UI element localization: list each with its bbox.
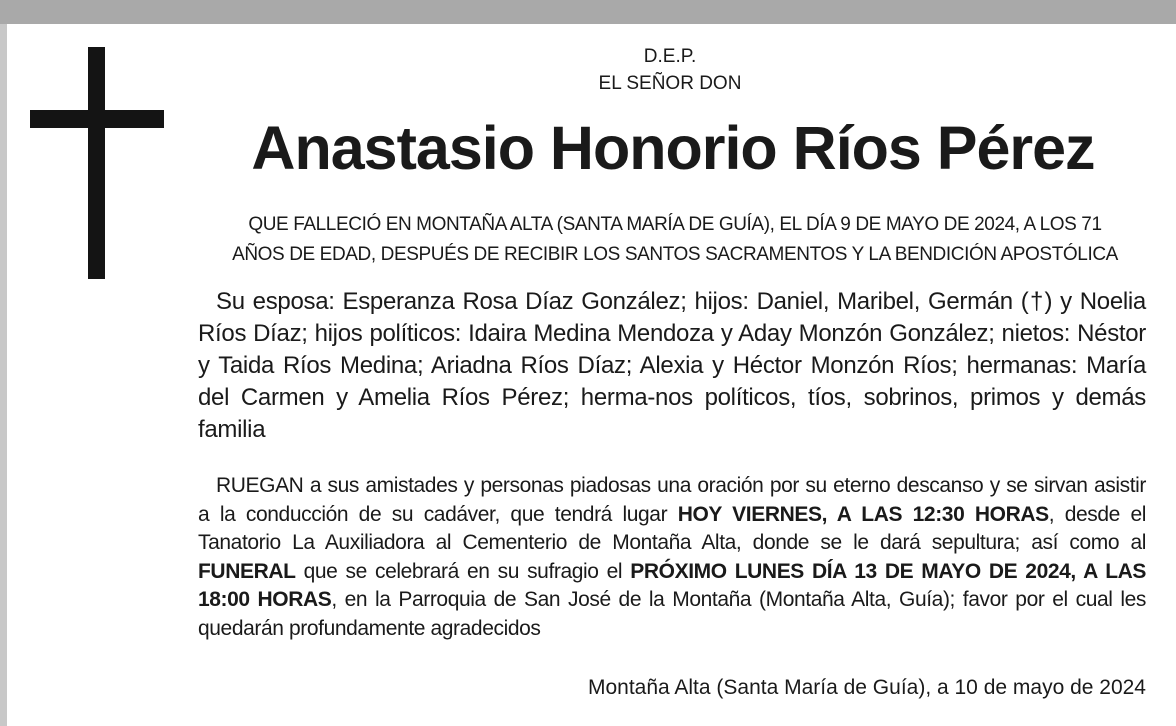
deceased-name: Anastasio Honorio Ríos Pérez	[251, 114, 1095, 182]
request-text-4: , en la Parroquia de San José de la Montaña (Montaña Alta, Guía); favor por el cual les quedarán profundamente agradecidos	[198, 588, 1146, 640]
dep-heading: D.E.P.	[643, 46, 697, 67]
request-text-2: , desde el Tanatorio La Auxiliadora al Cementerio de Montaña Alta, donde se le dará sepultura; así como al	[198, 502, 1146, 554]
intro-heading: EL SEÑOR DON	[598, 73, 742, 94]
request-text-3: que se celebrará en su sufragio el	[295, 559, 631, 583]
death-notice	[200, 210, 1150, 270]
request-paragraph	[198, 472, 1146, 643]
cross-horizontal-beam	[30, 110, 164, 128]
request-text-1: RUEGAN a sus amistades y personas piadosas una oración por su eterno descanso y se sirvan asistir a la conducción de su cadáver, que tendrá lugar	[198, 474, 1146, 526]
date-place: Montaña Alta (Santa María de Guía), a 10 de mayo de 2024	[587, 676, 1146, 699]
death-notice-line-1: QUE FALLECIÓ EN MONTAÑA ALTA (SANTA MARÍA DE GUÍA), EL DÍA 9 DE MAYO DE 2024, A LOS 71	[248, 214, 1102, 235]
top-frame-bar	[0, 0, 1176, 24]
cross-vertical-beam	[88, 47, 105, 279]
funeral-date: PRÓXIMO LUNES DÍA 13 DE MAYO DE 2024, A LAS 18:00 HORAS	[198, 559, 1147, 611]
family-paragraph: Su esposa: Esperanza Rosa Díaz González; hijos: Daniel, Maribel, Germán (†) y Noelia Ríos Díaz; hijos políticos: Idaira Medina Mendoza y Aday Monzón González; nietos: Néstor y Taida Ríos Medina; Ariadna Ríos Díaz; Alexia y Héctor Monzón Ríos; hermanas: María del Carmen y Amelia Ríos Pérez; herma-nos políticos, tíos, sobrinos, primos y demás familia	[198, 288, 1146, 443]
left-frame-edge	[0, 24, 7, 726]
death-notice-line-2: AÑOS DE EDAD, DESPUÉS DE RECIBIR LOS SANTOS SACRAMENTOS Y LA BENDICIÓN APOSTÓLICA	[232, 244, 1118, 265]
burial-time: HOY VIERNES, A LAS 12:30 HORAS	[677, 502, 1049, 526]
funeral-label: FUNERAL	[198, 559, 296, 583]
